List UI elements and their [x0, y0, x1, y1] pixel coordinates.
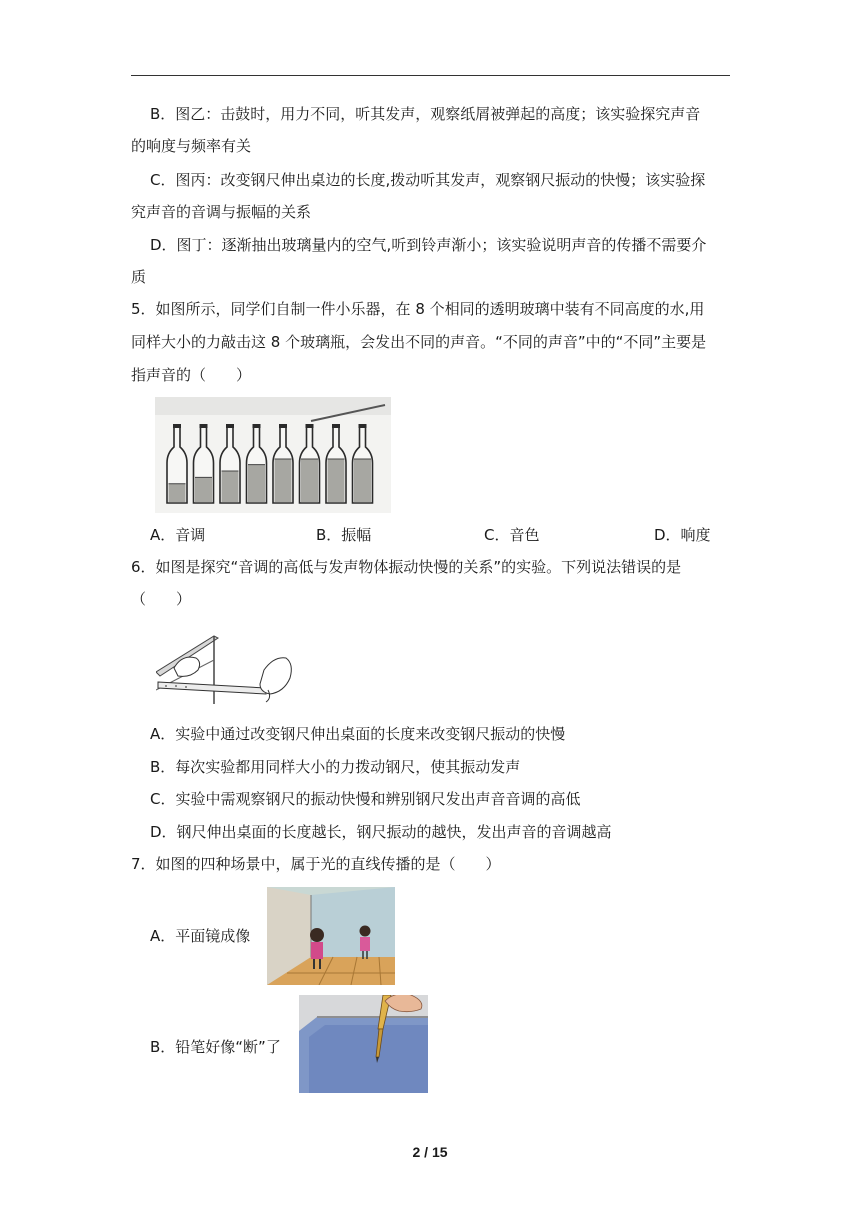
- q5-stem-line2: 同样大小的力敲击这 8 个玻璃瓶，会发出不同的声音。“不同的声音”中的“不同”主要是: [131, 333, 707, 351]
- q6-option-c: C．实验中需观察钢尺的振动快慢和辨别钢尺发出声音音调的高低: [150, 790, 581, 808]
- q4-option-b-line2: 的响度与频率有关: [131, 137, 252, 155]
- q4-option-b-line1: B．图乙：击鼓时，用力不同，听其发声，观察纸屑被弹起的高度；该实验探究声音: [150, 105, 701, 123]
- mirror-image-figure: [267, 887, 395, 985]
- water-level: [248, 465, 265, 502]
- q5-option-d: D．响度: [654, 526, 711, 544]
- water-level: [354, 459, 371, 502]
- q6-option-d: D．钢尺伸出桌面的长度越长，钢尺振动的越快，发出声音的音调越高: [150, 823, 612, 841]
- q5-option-b: B．振幅: [316, 526, 372, 544]
- q5-stem-line1: 5．如图所示，同学们自制一件小乐器，在 8 个相同的透明玻璃中装有不同高度的水,用: [131, 300, 705, 318]
- water-level: [195, 477, 212, 502]
- q7-option-b: B．铅笔好像“断”了: [150, 1038, 281, 1056]
- q5-option-a: A．音调: [150, 526, 206, 544]
- q4-option-d-line1: D．图丁：逐渐抽出玻璃量内的空气,听到铃声渐小；该实验说明声音的传播不需要介: [150, 236, 707, 254]
- header-rule: [131, 75, 730, 76]
- q6-option-a: A．实验中通过改变钢尺伸出桌面的长度来改变钢尺振动的快慢: [150, 725, 566, 743]
- water-level: [301, 459, 318, 502]
- page-number: 2 / 15: [412, 1144, 448, 1160]
- glass-bottles-figure: [155, 397, 391, 513]
- q6-option-b: B．每次实验都用同样大小的力拨动钢尺，使其振动发声: [150, 758, 521, 776]
- water-level: [275, 459, 292, 502]
- q4-option-c-line2: 究声音的音调与振幅的关系: [131, 203, 312, 221]
- ruler-table-figure: [156, 630, 296, 706]
- water-level: [328, 459, 345, 502]
- q4-option-d-line2: 质: [131, 268, 147, 286]
- q4-option-c-line1: C．图丙：改变钢尺伸出桌边的长度,拨动听其发声，观察钢尺振动的快慢；该实验探: [150, 171, 706, 189]
- q6-stem-line1: 6．如图是探究“音调的高低与发声物体振动快慢的关系”的实验。下列说法错误的是: [131, 558, 682, 576]
- q7-option-a: A．平面镜成像: [150, 927, 251, 945]
- water-level: [169, 484, 186, 502]
- q6-stem-line2: （ ）: [131, 590, 192, 608]
- q7-stem: 7．如图的四种场景中，属于光的直线传播的是（ ）: [131, 855, 501, 873]
- q5-option-c: C．音色: [484, 526, 540, 544]
- pencil-water-figure: [299, 995, 428, 1093]
- q5-stem-line3: 指声音的（ ）: [131, 366, 252, 384]
- water-level: [222, 471, 239, 502]
